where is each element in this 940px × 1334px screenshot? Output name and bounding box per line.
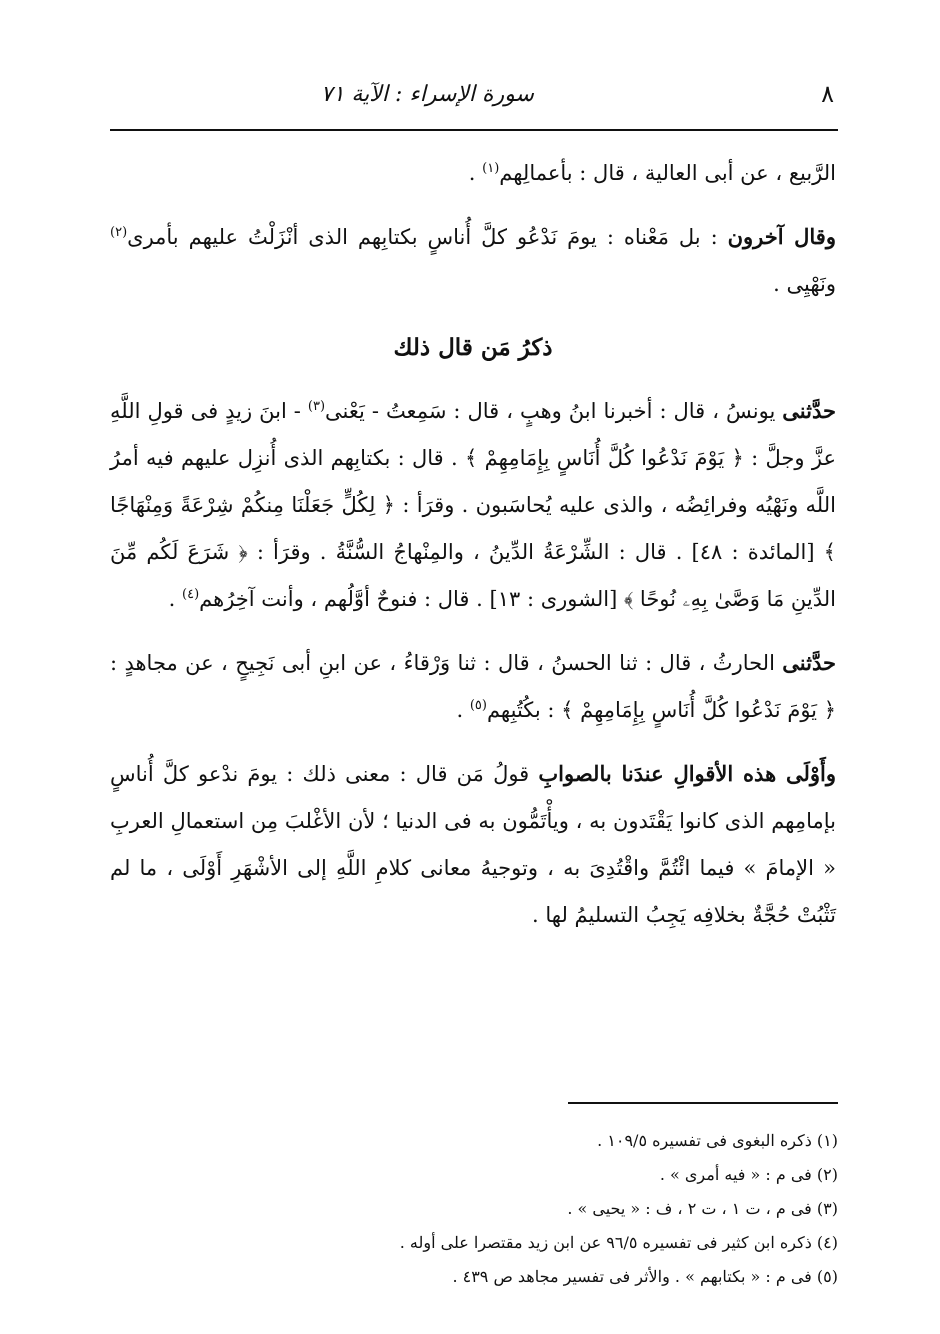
paragraph-4-lead: حدَّثنى xyxy=(782,650,836,675)
paragraph-3-text-b: - ابنَ زيدٍ فى قولِ اللَّهِ عزَّ وجلَّ : ﴿ يَوْمَ نَدْعُوا كُلَّ أُنَاسٍ بِإِمَامِهِمْ ﴾ . قال : بكتابِهم الذى أُنزِل عليهم فيه أمرُ اللَّه ونَهْيُه وفرائِضُه ، والذى عليه يُحاسَبون . وقرَأ : ﴿ لِكُلٍّ جَعَلْنَا مِنكُمْ شِرْعَةً وَمِنْهَاجًا ﴾ [المائدة : ٤٨] . قال : الشِّرْعَةُ الدِّينُ ، والمِنْهاجُ السُّنَّةُ . وقرَأ : ﴿ شَرَعَ لَكُم مِّنَ الدِّينِ مَا وَصَّىٰ بِهِۦ نُوحًا ﴾ [الشورى : ١٣] . قال : فنوحٌ أوَّلُهم ، وأنت آخِرُهم xyxy=(110,399,836,611)
paragraph-2 xyxy=(110,213,836,308)
paragraph-1-text: الرَّبيع ، عن أبى العالية ، قال : بأعمالِهم xyxy=(499,161,836,185)
footnote-ref-5: (٥) xyxy=(469,698,487,713)
header-rule xyxy=(110,129,838,131)
footnote-ref-4: (٤) xyxy=(182,587,200,602)
paragraph-5-lead: وأَوْلَى هذه الأقوالِ عندَنا بالصوابِ xyxy=(538,761,836,786)
paragraph-5 xyxy=(110,750,836,939)
paragraph-3-text-a: يونسُ ، قال : أخبرنا ابنُ وهبٍ ، قال : سَمِعتُ - يَعْنى xyxy=(325,399,783,423)
main-text xyxy=(110,150,836,955)
paragraph-1 xyxy=(110,150,836,197)
paragraph-3-lead: حدَّثنى xyxy=(782,398,836,423)
paragraph-2-end: ونَهْيِى . xyxy=(773,272,836,296)
footnote-3: (٣) فى م ، ت ١ ، ت ٢ ، ف : « يحيى » . xyxy=(567,1199,838,1218)
paragraph-1-end: . xyxy=(468,161,483,185)
paragraph-4 xyxy=(110,639,836,734)
footnote-2: (٢) فى م : « فيه أمرى » . xyxy=(659,1165,838,1184)
paragraph-3-end: . xyxy=(168,587,183,611)
paragraph-5-text: قولُ مَن قال : معنى ذلك : يومَ ندْعو كلَّ أُناسٍ بإمامِهم الذى كانوا يَقْتَدون به ، ويأْتَمُّون به فى الدنيا ؛ لأن الأغْلبَ مِن استعمالِ العربِ « الإمامَ » فيما ائْتُمَّ واقْتُدِىَ به ، وتوجيهُ معانى كلامِ اللَّهِ إلى الأشْهَرِ أَوْلَى ، ما لم تَثْبُتْ حُجَّةٌ بخلافِه يَجِبُ التسليمُ لها . xyxy=(110,762,836,927)
footnote-ref-1: (١) xyxy=(482,161,500,176)
footnote-ref-2: (٢) xyxy=(110,225,128,240)
paragraph-4-text: الحارثُ ، قال : ثنا الحسنُ ، قال : ثنا وَرْقاءُ ، عن ابنِ أبى نَجِيحٍ ، عن مجاهدٍ : ﴿ يَوْمَ نَدْعُوا كُلَّ أُنَاسٍ بِإِمَامِهِمْ ﴾ : بكُتُبِهم xyxy=(110,651,836,722)
footnotes xyxy=(330,1124,838,1294)
footnote-rule xyxy=(568,1102,838,1104)
paragraph-4-end: . xyxy=(456,698,470,722)
paragraph-2-lead: وقال آخرون xyxy=(727,224,836,249)
footnote-ref-3: (٣) xyxy=(307,399,326,414)
page-number: ٨ xyxy=(821,80,834,108)
footnote-5: (٥) فى م : « بكتابهم » . والأثر فى تفسير مجاهد ص ٤٣٩ . xyxy=(452,1267,838,1286)
running-title: سورة الإسراء : الآية ٧١ xyxy=(320,82,534,107)
paragraph-3 xyxy=(110,387,836,623)
page-header xyxy=(110,80,834,120)
footnote-4: (٤) ذكره ابن كثير فى تفسيره ٩٦/٥ عن ابن زيد مقتصرا على أوله . xyxy=(399,1233,838,1252)
section-heading: ذكرُ مَن قال ذلك xyxy=(393,334,553,361)
footnote-1: (١) ذكره البغوى فى تفسيره ١٠٩/٥ . xyxy=(597,1131,838,1150)
paragraph-2-text: : بل مَعْناه : يومَ نَدْعُو كلَّ أُناسٍ بكتابِهم الذى أنْزَلْتُ عليهم بأمرى xyxy=(127,225,728,249)
